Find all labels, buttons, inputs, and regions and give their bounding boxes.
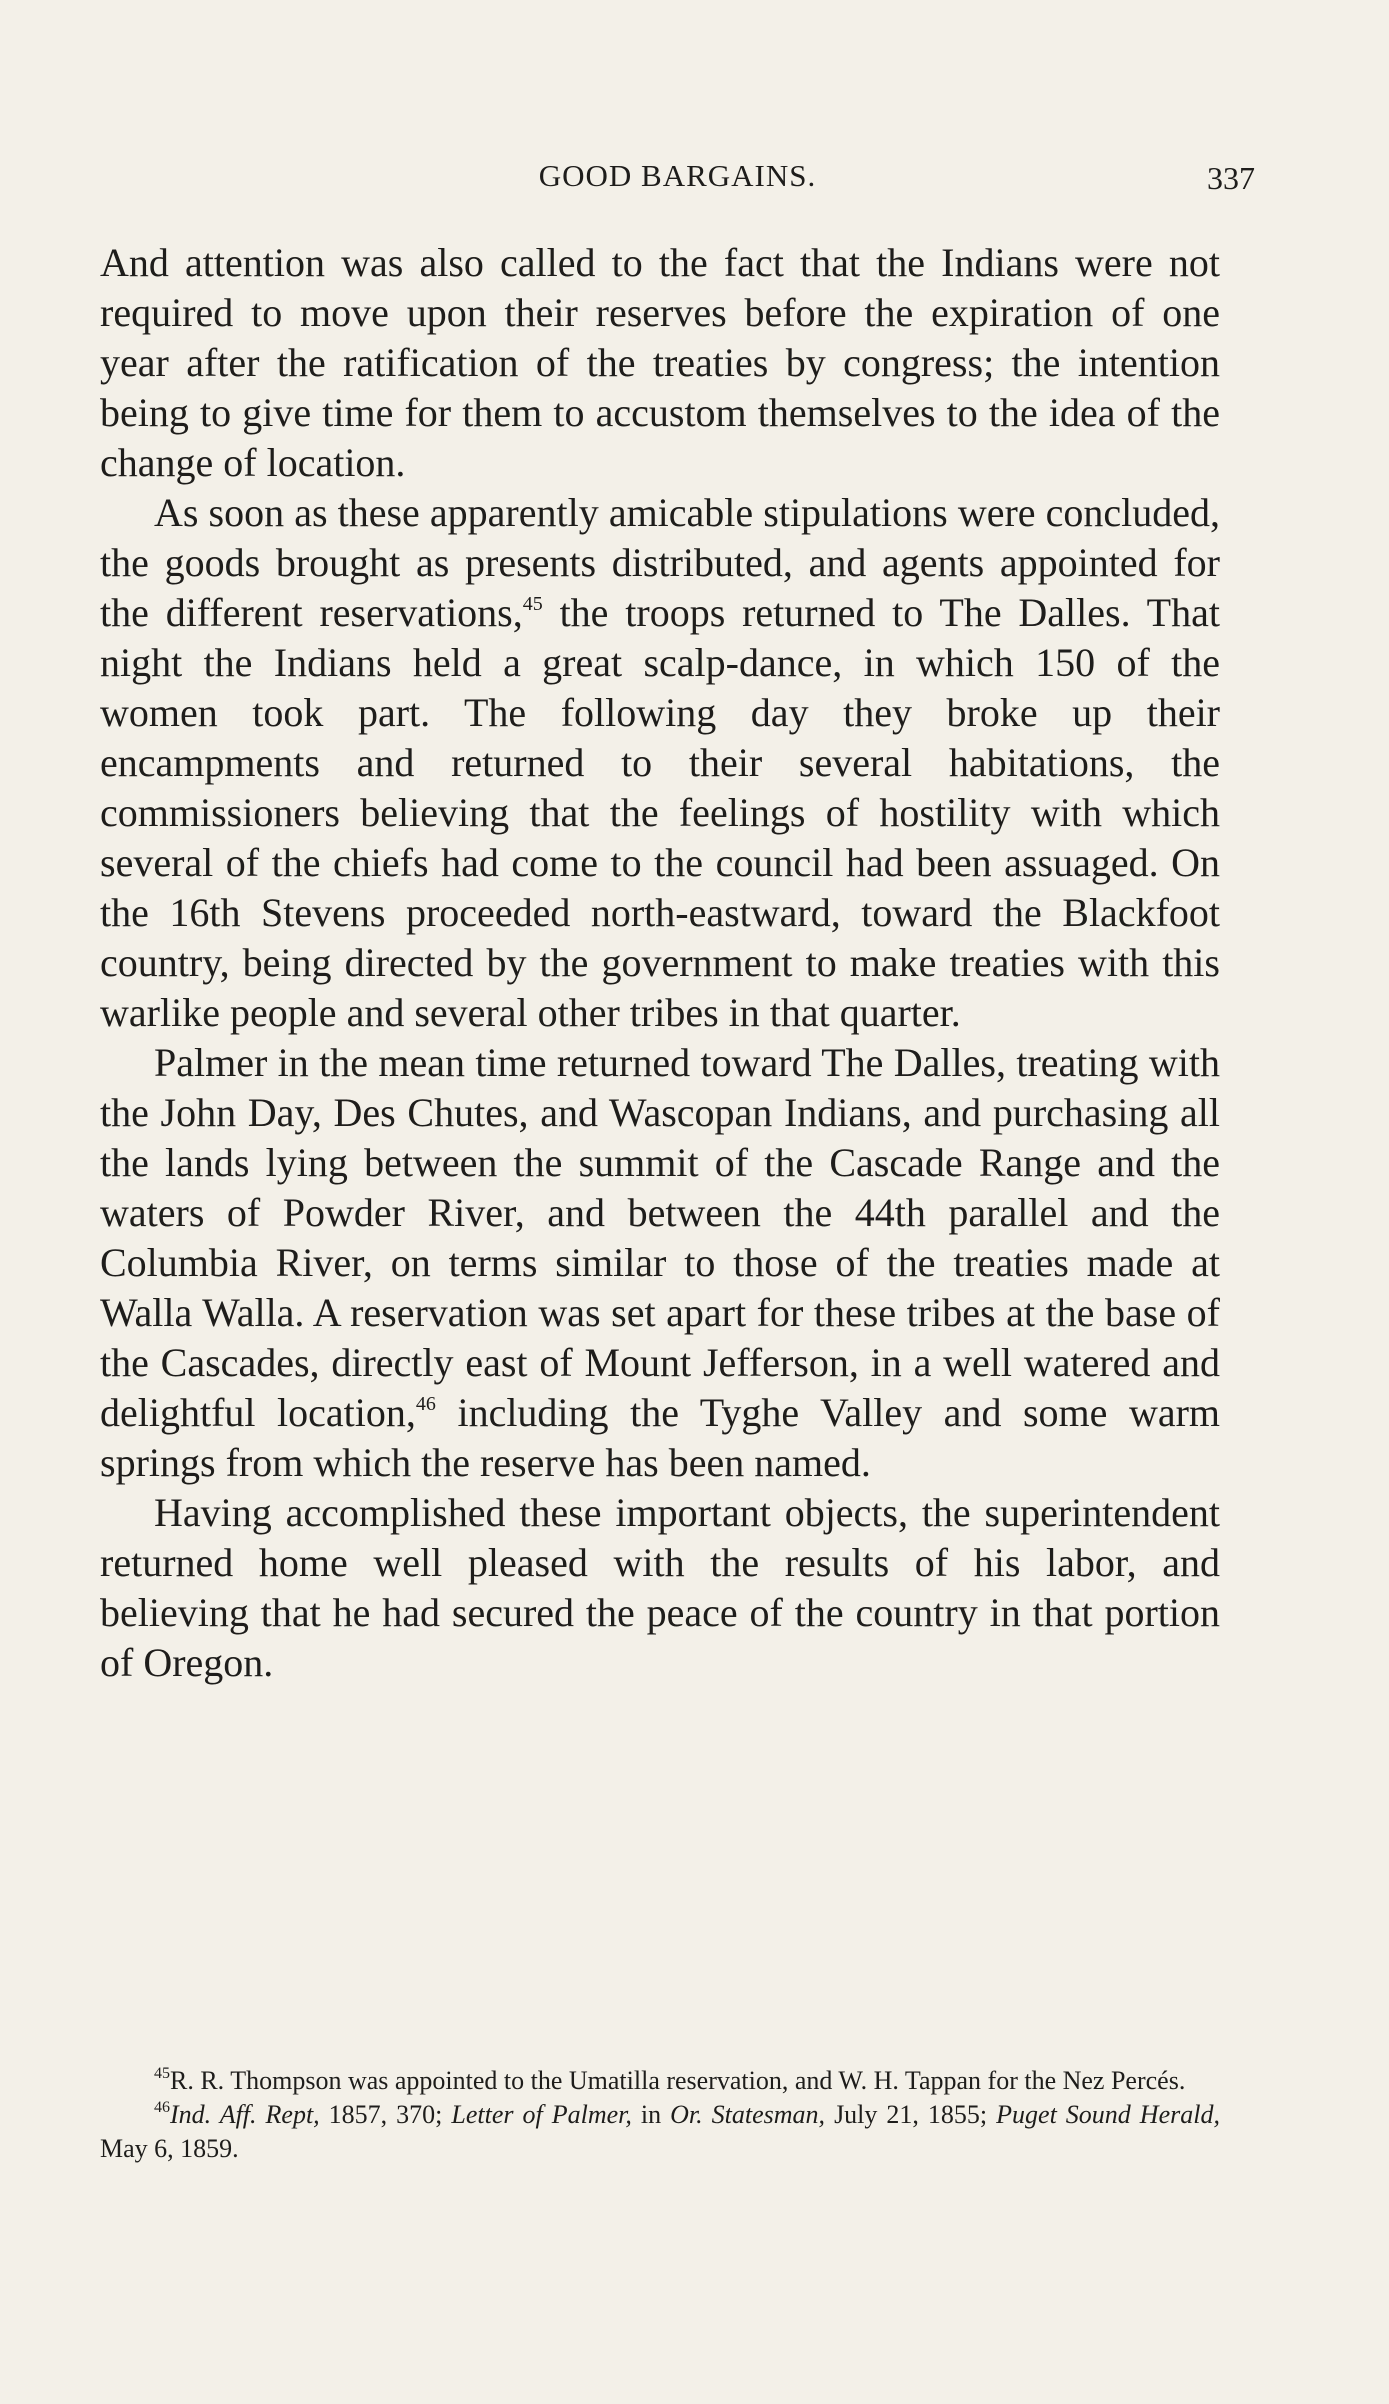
citation-title: Letter of Palmer, xyxy=(451,2100,632,2129)
footnote-text: in xyxy=(631,2100,671,2129)
citation-title: Puget Sound Herald, xyxy=(996,2100,1220,2129)
footnote-ref-45: 45 xyxy=(522,593,543,615)
page-number: 337 xyxy=(1207,160,1255,196)
paragraph-text: including the Tyghe Valley and some warm springs from which the reserve has been named. xyxy=(100,1390,1221,1485)
paragraph-text: As soon as these apparently amicable stipulations were concluded, the goods brought as presents distributed, and agents appointed for the different reservations, xyxy=(100,490,1220,635)
footnote-text: R. R. Thompson was appointed to the Umatilla reservation, and W. H. Tappan for the Nez Percés. xyxy=(170,2066,1186,2095)
paragraph-1 xyxy=(100,238,1220,488)
footnote-text: 1857, 370; xyxy=(319,2100,452,2129)
footnote-text: July 21, 1855; xyxy=(825,2100,997,2129)
paragraph-3 xyxy=(100,1038,1220,1488)
citation-title: Ind. Aff. Rept, xyxy=(170,2100,320,2129)
body-text xyxy=(100,238,1220,1688)
paragraph-text: Having accomplished these important objects, the superintendent returned home well pleased with the results of his labor, and believing that he had secured the peace of the country in that portion of Oregon. xyxy=(100,1490,1220,1685)
footnotes xyxy=(100,2064,1220,2166)
citation-title: Or. Statesman, xyxy=(670,2100,826,2129)
footnote-46 xyxy=(100,2098,1220,2166)
paragraph-text: And attention was also called to the fact that the Indians were not required to move upon their reserves before the expiration of one year after the ratification of the treaties by congress; the intention being to give time for them to accustom themselves to the idea of the change of location. xyxy=(100,240,1220,485)
running-title: GOOD BARGAINS. xyxy=(538,158,817,193)
footnote-ref-46: 46 xyxy=(415,1393,436,1415)
footnote-text: May 6, 1859. xyxy=(100,2134,239,2163)
paragraph-text: Palmer in the mean time returned toward The Dalles, treating with the John Day, Des Chutes, and Wascopan Indians, and purchasing all the lands lying between the summit of the Cascade Range and the waters of Powder River, and between the 44th parallel and the Columbia River, on terms similar to those of the treaties made at Walla Walla. A reservation was set apart for these tribes at the base of the Cascades, directly east of Mount Jefferson, in a well watered and delightful location, xyxy=(100,1040,1220,1435)
footnote-marker: 45 xyxy=(154,2065,170,2082)
footnote-marker: 46 xyxy=(154,2099,170,2116)
footnote-45 xyxy=(100,2064,1220,2098)
paragraph-text: the troops returned to The Dalles. That night the Indians held a great scalp-dance, in which 150 of the women took part. The following day they broke up their encampments and returned to their several habitations, the commissioners believing that the feelings of hostility with which several of the chiefs had come to the council had been assuaged. On the 16th Stevens proceeded north-eastward, toward the Blackfoot country, being directed by the government to make treaties with this warlike people and several other tribes in that quarter. xyxy=(100,590,1220,1035)
paragraph-2 xyxy=(100,488,1220,1038)
paragraph-4 xyxy=(100,1488,1220,1688)
running-head xyxy=(100,158,1255,208)
